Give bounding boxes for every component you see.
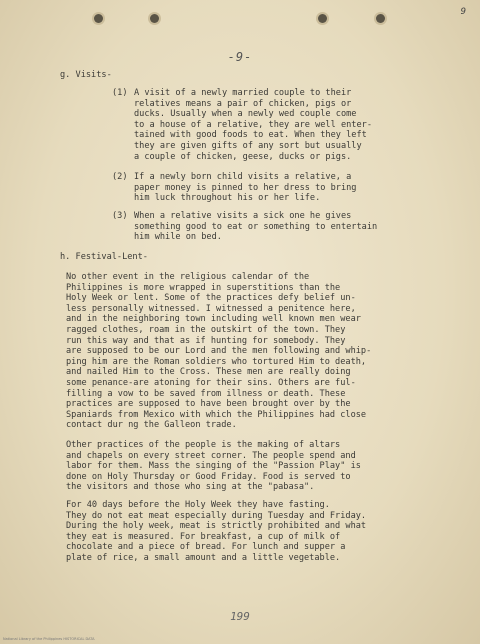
text-line: they are given gifts of any sort but usually [134, 140, 362, 151]
text-line: and in the neighboring town including well known men wear [66, 314, 361, 325]
text-line: plate of rice, a small amount and a little vegetable. [66, 552, 341, 563]
punch-hole [376, 14, 385, 23]
text-line: labor for them. Mass the singing of the "Passion Play" is [66, 461, 361, 472]
text-line: When a relative visits a sick one he gives [134, 211, 352, 221]
item-number: (3) [112, 211, 128, 221]
text-line: contact dur ng the Galleon trade. [66, 420, 237, 431]
text-line: For 40 days before the Holy Week they have fasting. [66, 500, 330, 510]
text-line: him luck throughout his or her life. [134, 193, 321, 204]
text-line: they eat is measured. For breakfast, a cup of milk of [66, 531, 341, 542]
text-line: some penance-are atoning for their sins. Others are ful- [66, 377, 356, 388]
paragraph-altars [66, 440, 361, 493]
text-line: chocolate and a piece of bread. For lunch and supper a [66, 542, 346, 553]
text-line: ragged clothes, roam in the outskirt of the town. They [66, 324, 346, 335]
text-line: and nailed Him to the Cross. These men are really doing [66, 367, 351, 378]
text-line: him while on bed. [134, 232, 222, 243]
page-number: -9- [227, 50, 253, 64]
text-line: ducks. Usually when a newly wed couple come [134, 109, 357, 120]
paragraph-lent [66, 272, 371, 431]
text-line: No other event in the religious calendar of the [66, 272, 310, 282]
text-line: They do not eat meat especially during Tuesday and Friday. [66, 510, 367, 521]
text-line: run this way and that as if hunting for somebody. They [66, 335, 346, 346]
punch-hole [94, 14, 103, 23]
text-line: Other practices of the people is the making of altars [66, 440, 341, 450]
text-line: a couple of chicken, geese, ducks or pigs. [134, 151, 352, 162]
punch-hole [318, 14, 327, 23]
item-number: (1) [112, 88, 128, 98]
section-g-heading: g. Visits- [60, 70, 112, 80]
text-line: are supposed to be our Lord and the men following and whip- [66, 346, 372, 357]
handwritten-page-number: 199 [230, 610, 250, 623]
paragraph-fasting [66, 500, 366, 564]
text-line: something good to eat or something to entertain [134, 221, 378, 232]
text-line: paper money is pinned to her dress to bring [134, 182, 357, 193]
text-line: filling a vow to be saved from illness or death. These [66, 388, 346, 399]
text-line: relatives means a pair of chicken, pigs or [134, 98, 352, 109]
punch-hole [150, 14, 159, 23]
text-line: A visit of a newly married couple to their [134, 88, 352, 98]
text-line: practices are supposed to have been brought over by the [66, 399, 351, 410]
text-line: If a newly born child visits a relative, a [134, 172, 352, 182]
archive-credit: National Library of the Philippines HISTORICAL DATA [3, 637, 95, 641]
text-line: Spaniards from Mexico with which the Philippines had close [66, 409, 367, 420]
text-line: ping him are the Roman soldiers who tortured Him to death, [66, 356, 367, 367]
text-line: done on Holy Thursday or Good Friday. Food is served to [66, 471, 351, 482]
text-line: tained with good foods to eat. When they left [134, 130, 367, 141]
text-line: During the holy week, meat is strictly prohibited and what [66, 521, 367, 532]
section-h-heading: h. Festival-Lent- [60, 252, 148, 262]
corner-page-number: 9 [460, 7, 466, 17]
text-line: less personally witnessed. I witnessed a penitence here, [66, 303, 356, 314]
text-line: the visitors and those who sing at the "pabasa". [66, 482, 315, 493]
item-number: (2) [112, 172, 128, 182]
text-line: Holy Week or lent. Some of the practices defy belief un- [66, 293, 356, 304]
text-line: and chapels on every street corner. The people spend and [66, 450, 356, 461]
text-line: Philippines is more wrapped in superstitions than the [66, 282, 341, 293]
text-line: to a house of a relative, they are well enter- [134, 119, 372, 130]
